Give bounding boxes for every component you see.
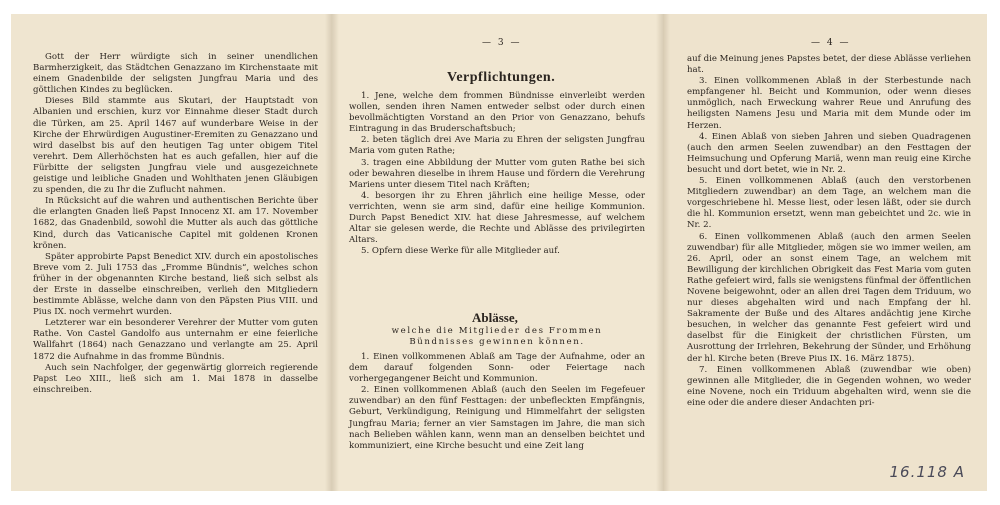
list-item: 1. Jene, welche dem frommen Bündnisse einverleibt werden wollen, senden ihren Namen entweder selbst oder durch einen bevollmächtigten Vorstand an den Prior von Genazzano, behufs Eintragung in das Bruderschaftsbuch; xyxy=(349,91,645,135)
page-number: — 3 — xyxy=(482,38,522,48)
archive-mark: 16.118 A xyxy=(889,463,965,481)
obligations-heading: Verpflichtungen. xyxy=(447,70,556,85)
list-item: 6. Einen vollkommenen Ablaß (auch den armen Seelen zuwendbar) für alle Mitglieder, mögen sie wo immer weilen, am 26. April, oder an sonst einem Tage, an welchem mit Bewilligung der kirchlichen Obrigkeit das Fest Maria vom guten Rathe gefeiert wird, falls sie wenigstens fünfmal der öffentlichen Novene beigewohnt, oder an allen drei Tagen dem Triduum, wo nur dieses abgehalten wird und nach Empfang der hl. Sakramente der Buße und des Altares andächtig jene Kirche besuchen, in welcher das genannte Fest gefeiert wird und daselbst für die Einigkeit der christlichen Fürsten, um Ausrottung der Irrlehren, Bekehrung der Sünder, und Erhöhung der hl. Kirche beten (Breve Pius IX. 16. März 1875). xyxy=(687,231,971,364)
page-number: — 4 — xyxy=(811,38,851,48)
paragraph: In Rücksicht auf die wahren und authentischen Berichte über die erlangten Gnaden ließ Papst Innocenz XI. am 17. November 1682, das Gnadenbild, sowohl die Mutter als auch das göttliche Kind, durch das Vaticanische Capitel mit goldenen Kronen krönen. xyxy=(33,196,318,251)
paragraph: Letzterer war ein besonderer Verehrer der Mutter vom guten Rathe. Von Castel Gandolfo aus unternahm er eine feierliche Wallfahrt (1864) nach Genazzano und verlangte am 25. April 1872 die Aufnahme in das fromme Bündnis. xyxy=(33,318,318,362)
paragraph: Dieses Bild stammte aus Skutari, der Hauptstadt von Albanien und erschien, kurz vor Einnahme dieser Stadt durch die Türken, am 25. April 1467 auf wunderbare Weise in der Kirche der Ehrwürdigen Augustiner-Eremiten zu Genazzano und wird daselbst bis auf den heutigen Tag unter obigem Titel verehrt. Dem Allerhöchsten hat es auch gefallen, hier auf die Fürbitte der seligsten Jungfrau viele und ausgezeichnete geistige und leibliche Gnaden und Wohlthaten jenen Gläubigen zu spenden, die zu Ihr die Zuflucht nahmen. xyxy=(33,96,318,196)
paragraph: Gott der Herr würdigte sich in seiner unendlichen Barmherzigkeit, das Städtchen Genazzano im Kirchenstaate mit einem Gnadenbilde der seligsten Jungfrau Maria und des göttlichen Kindes zu beglücken. xyxy=(33,52,318,96)
fold-line xyxy=(656,14,670,491)
list-item: 4. Einen Ablaß von sieben Jahren und sieben Quadragenen (auch den armen Seelen zuwendbar) an den Festtagen der Heimsuchung und Opferung Mariä, wenn man reuig eine Kirche besucht und dort betet, wie in Nr. 2. xyxy=(687,131,971,175)
history-text xyxy=(33,52,318,396)
list-item: 5. Einen vollkommenen Ablaß (auch den verstorbenen Mitgliedern zuwendbar) an dem Tage, an welchem man die vorgeschriebene hl. Messe liest, oder lesen läßt, oder sie durch die hl. Kommunion ersetzt, wenn man gebeichtet und 2c. wie in Nr. 2. xyxy=(687,176,971,231)
paragraph: Später approbirte Papst Benedict XIV. durch ein apostolisches Breve vom 2. Juli 1753 das „Fromme Bündnis“, welches schon früher in der obgenannten Kirche bestand, ließ sich selbst als der Erste in dasselbe einschreiben, verlieh den Mitgliedern bestimmte Ablässe, welche dann von den Päpsten Pius VIII. und Pius IX. noch vermehrt wurden. xyxy=(33,251,318,318)
indulgences-subheading: welche die Mitglieder des Frommen Bündnisses gewinnen können. xyxy=(391,326,603,348)
list-item: 2. beten täglich drei Ave Maria zu Ehren der seligsten Jungfrau Maria vom guten Rathe; xyxy=(349,135,645,157)
obligations-list xyxy=(349,91,645,257)
list-item: 1. Einen vollkommenen Ablaß am Tage der Aufnahme, oder an dem darauf folgenden Sonn- oder Feiertage nach vorhergegangener Beicht und Kommunion. xyxy=(349,352,645,385)
indulgences-continued xyxy=(687,54,971,409)
list-item: 7. Einen vollkommenen Ablaß (zuwendbar wie oben) gewinnen alle Mitglieder, die in Gegenden wohnen, wo weder eine Novene, noch ein Triduum abgehalten wird, wenn sie die eine oder die andere dieser Andachten pri- xyxy=(687,364,971,408)
list-item: 5. Opfern diese Werke für alle Mitglieder auf. xyxy=(361,246,560,257)
leaflet-page-4 xyxy=(663,14,987,491)
list-item: 2. Einen vollkommenen Ablaß (auch den Seelen im Fegefeuer zuwendbar) an den fünf Festtagen: der unbefleckten Empfängnis, Geburt, Verkündigung, Reinigung und Himmelfahrt der seligsten Jungfrau Maria; ferner an vier Samstagen im Jahre, die man sich nach Belieben wählen kann, wenn man an denselben beichtet und kommuniziert, eine Kirche besucht und eine Zeit lang xyxy=(349,385,645,451)
fold-line xyxy=(325,14,339,491)
list-item: 3. Einen vollkommenen Ablaß in der Sterbestunde nach empfangener hl. Beicht und Kommunion, oder wenn dieses unmöglich, nach Erweckung wahrer Reue und Anrufung des heiligsten Namens Jesu und Maria mit dem Munde oder im Herzen. xyxy=(687,76,971,131)
list-item: 4. besorgen ihr zu Ehren jährlich eine heilige Messe, oder verrichten, wenn sie arm sind, dafür eine heilige Kommunion. Durch Papst Benedict XIV. hat diese Jahresmesse, auf welchem Altar sie gelesen werde, die Rechte und Ablässe des privilegirten Altars. xyxy=(349,190,645,246)
folded-leaflet xyxy=(11,14,987,491)
indulgences-heading: Ablässe, xyxy=(472,310,518,325)
paragraph: Auch sein Nachfolger, der gegenwärtig glorreich regierende Papst Leo XIII., ließ sich am 1. Mai 1878 in dasselbe einschreiben. xyxy=(33,362,318,395)
leaflet-page-3 xyxy=(332,14,663,491)
leaflet-page-1 xyxy=(11,14,332,491)
indulgences-list xyxy=(349,352,645,452)
list-item: 3. tragen eine Abbildung der Mutter vom guten Rathe bei sich oder bewahren dieselbe in ihrem Hause und fördern die Verehrung Mariens unter diesem Titel nach Kräften; xyxy=(349,157,645,190)
paragraph: auf die Meinung jenes Papstes betet, der diese Ablässe verliehen hat. xyxy=(687,54,971,76)
